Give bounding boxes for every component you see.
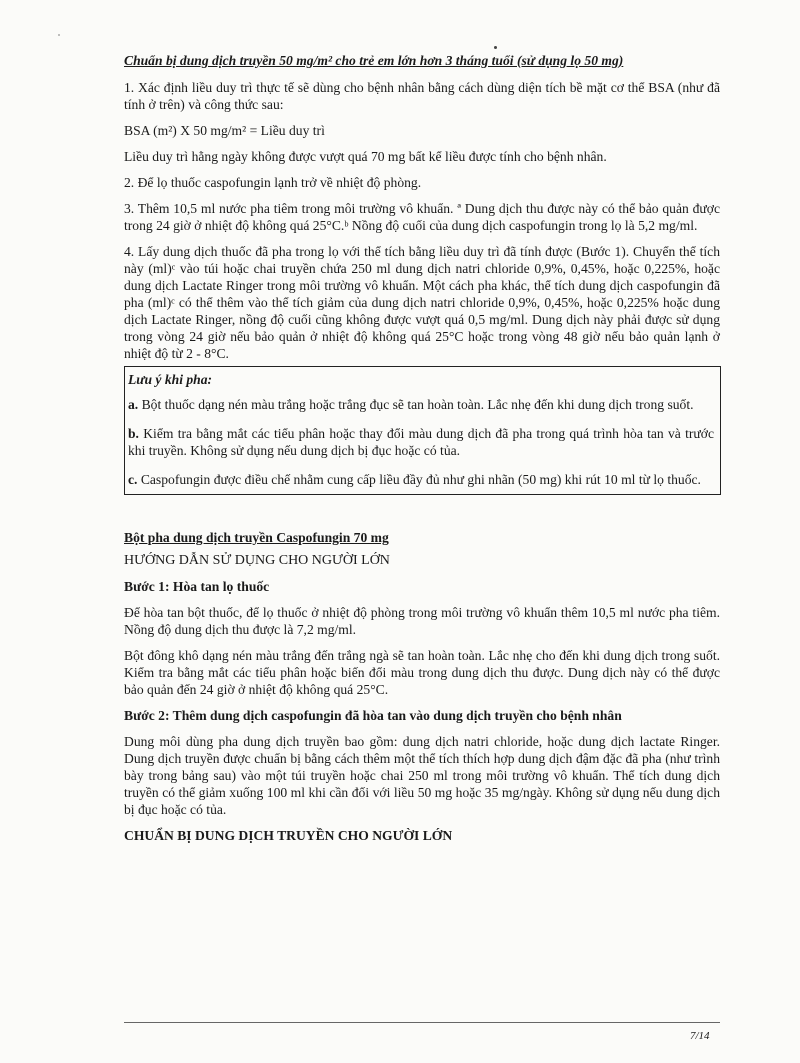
step4-paragraph: 4. Lấy dung dịch thuốc đã pha trong lọ với thể tích bằng liều duy trì đã tính được (Bước 1). Chuyển thể tích này (ml)ᶜ vào túi hoặc chai truyền chứa 250 ml dung dịch natri chloride 0,9%, 0,45%, hoặc 0,225%, hoặc dung dịch Lactate Ringer trong môi trường vô khuẩn. Một cách pha khác, thể tích dung dịch caspofungin đã pha (ml)ᶜ có thể thêm vào thể tích giảm của dung dịch natri chloride 0,9%, 0,45%, hoặc 0,225% hoặc dung dịch Lactate Ringer, nồng độ cuối cũng không được vượt quá 0,5 mg/ml. Dung dịch này phải được sử dụng trong vòng 24 giờ nếu bảo quản ở nhiệt độ không quá 25°C hoặc trong vòng 48 giờ nếu bảo quản lạnh ở nhiệt độ từ 2 - 8°C.	[124, 244, 720, 361]
diluent-paragraph: Dung môi dùng pha dung dịch truyền bao gồm: dung dịch natri chloride, hoặc dung dịch lactate Ringer. Dung dịch truyền được chuẩn bị bằng cách thêm một thể tích thích hợp dung dịch đậm đặc đã pha (như trình bày trong bảng sau) vào một túi truyền hoặc chai 250 ml trong môi trường vô khuẩn. Thể tích dung dịch truyền có thể giảm xuống 100 ml khi cần đối với liều 50 mg hoặc 35 mg/ngày. Không sử dụng nếu dung dịch bị đục hoặc có tủa.	[124, 734, 720, 817]
note-a	[128, 396, 714, 413]
scan-speck	[58, 34, 60, 36]
step1-paragraph: 1. Xác định liều duy trì thực tế sẽ dùng cho bệnh nhân bằng cách dùng diện tích bề mặt cơ thể BSA (như đã tính ở trên) và công thức sau:	[124, 80, 720, 112]
note-c-label: c.	[128, 472, 138, 487]
footer-divider	[124, 1022, 720, 1023]
step1-heading: Bước 1: Hòa tan lọ thuốc	[124, 579, 270, 594]
note-a-label: a.	[128, 397, 139, 412]
formula-line: BSA (m²) X 50 mg/m² = Liều duy trì	[124, 123, 325, 138]
note-c	[128, 471, 714, 488]
step3-paragraph: 3. Thêm 10,5 ml nước pha tiêm trong môi trường vô khuẩn. ª Dung dịch thu được này có thể bảo quản được trong 24 giờ ở nhiệt độ không quá 25°C.ᵇ Nồng độ cuối của dung dịch caspofungin trong lọ là 5,2 mg/ml.	[124, 201, 720, 233]
adult-preparation-heading: CHUẨN BỊ DUNG DỊCH TRUYỀN CHO NGƯỜI LỚN	[124, 828, 453, 843]
powder-paragraph: Bột đông khô dạng nén màu trắng đến trắng ngà sẽ tan hoàn toàn. Lắc nhẹ cho đến khi dung dịch trong suốt. Kiểm tra bằng mắt các tiểu phân hoặc biến đổi màu trong dung dịch thu được. Dung dịch này có thể được bảo quản đến 24 giờ ở nhiệt độ không quá 25°C.	[124, 648, 720, 697]
note-heading: Lưu ý khi pha:	[128, 372, 213, 387]
note-b	[128, 425, 714, 459]
note-a-text: Bột thuốc dạng nén màu trắng hoặc trắng đục sẽ tan hoàn toàn. Lắc nhẹ đến khi dung dịch trong suốt.	[138, 397, 694, 412]
dissolve-paragraph: Để hòa tan bột thuốc, để lọ thuốc ở nhiệt độ phòng trong môi trường vô khuẩn thêm 10,5 ml nước pha tiêm. Nồng độ dung dịch thu được là 7,2 mg/ml.	[124, 605, 720, 637]
section2-title: Bột pha dung dịch truyền Caspofungin 70 mg	[124, 530, 389, 545]
page-number: 7/14	[690, 1030, 710, 1042]
section2	[124, 529, 720, 844]
note-b-label: b.	[128, 426, 139, 441]
step2-paragraph: 2. Để lọ thuốc caspofungin lạnh trở về nhiệt độ phòng.	[124, 175, 422, 190]
note-box	[124, 366, 721, 495]
document-page	[124, 52, 720, 853]
note-b-text: Kiểm tra bằng mắt các tiểu phân hoặc thay đổi màu dung dịch đã pha trong quá trình hòa tan và trước khi truyền. Không sử dụng nếu dung dịch bị đục hoặc có tủa.	[128, 426, 714, 458]
adult-usage-heading: HƯỚNG DẪN SỬ DỤNG CHO NGƯỜI LỚN	[124, 553, 390, 568]
note-c-text: Caspofungin được điều chế nhằm cung cấp liều đầy đủ như ghi nhãn (50 mg) khi rút 10 ml từ lọ thuốc.	[137, 472, 701, 487]
step2-heading: Bước 2: Thêm dung dịch caspofungin đã hòa tan vào dung dịch truyền cho bệnh nhân	[124, 708, 622, 723]
section1-title: Chuẩn bị dung dịch truyền 50 mg/m² cho trẻ em lớn hơn 3 tháng tuổi (sử dụng lọ 50 mg)	[124, 53, 624, 68]
scan-speck	[494, 46, 497, 49]
max-dose-paragraph: Liều duy trì hằng ngày không được vượt quá 70 mg bất kể liều được tính cho bệnh nhân.	[124, 149, 607, 164]
